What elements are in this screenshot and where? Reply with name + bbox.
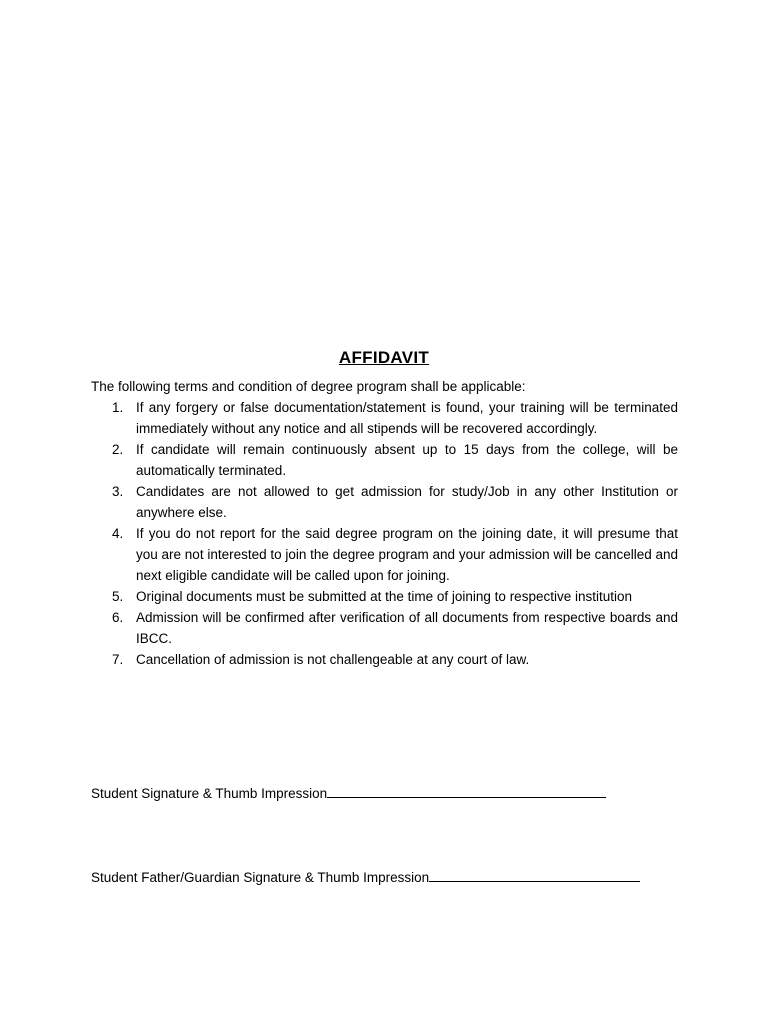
term-number: 2. (112, 442, 124, 457)
term-text: If any forgery or false documentation/statement is found, your training will be terminated immediately without any notice and all stipends will be recovered accordingly. (136, 400, 678, 436)
term-text: Cancellation of admission is not challengeable at any court of law. (136, 652, 530, 667)
term-number: 5. (112, 589, 124, 604)
guardian-signature-line (91, 867, 640, 888)
student-signature-label: Student Signature & Thumb Impression (91, 786, 328, 801)
term-item (91, 397, 678, 439)
guardian-signature-label: Student Father/Guardian Signature & Thumb Impression (91, 870, 430, 885)
term-item (91, 649, 678, 670)
term-number: 3. (112, 484, 124, 499)
term-text: If candidate will remain continuously absent up to 15 days from the college, will be automatically terminated. (136, 442, 678, 478)
terms-intro: The following terms and condition of degree program shall be applicable: (91, 379, 526, 394)
student-signature-blank (327, 783, 606, 798)
term-item (91, 481, 678, 523)
term-item (91, 607, 678, 649)
term-item (91, 523, 678, 586)
term-number: 4. (112, 526, 124, 541)
document-title: AFFIDAVIT (338, 348, 430, 367)
guardian-signature-blank (429, 867, 640, 882)
term-number: 1. (112, 400, 124, 415)
term-number: 7. (112, 652, 124, 667)
term-number: 6. (112, 610, 124, 625)
term-text: If you do not report for the said degree program on the joining date, it will presume that you are not interested to join the degree program and your admission will be cancelled and next eligible candidate will be called upon for joining. (136, 526, 678, 583)
term-item (91, 439, 678, 481)
term-text: Candidates are not allowed to get admission for study/Job in any other Institution or anywhere else. (136, 484, 678, 520)
term-text: Original documents must be submitted at the time of joining to respective institution (136, 589, 632, 604)
student-signature-line (91, 783, 606, 804)
term-item (91, 586, 678, 607)
terms-list (91, 397, 678, 670)
term-text: Admission will be confirmed after verification of all documents from respective boards and IBCC. (136, 610, 678, 646)
